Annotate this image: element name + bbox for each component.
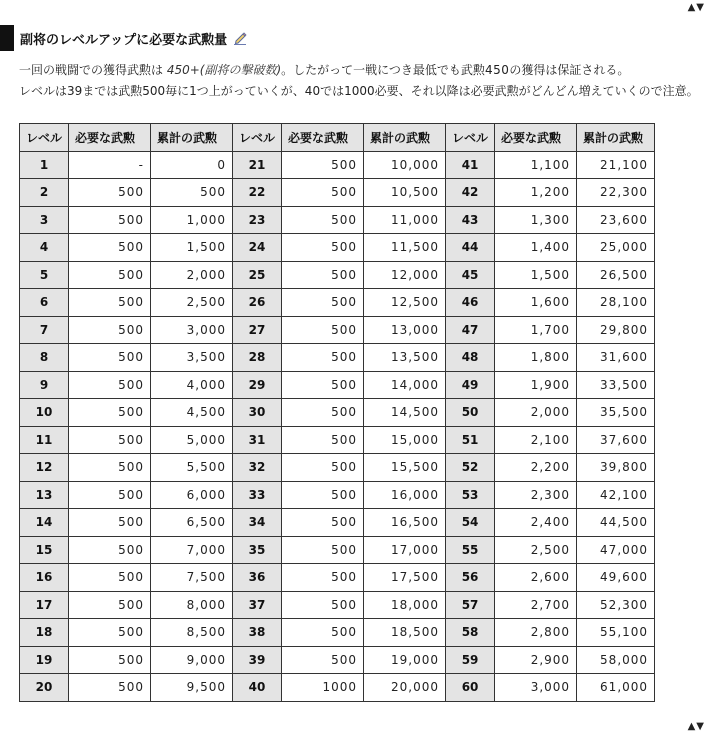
required-cell: 2,800 — [495, 619, 577, 647]
col-header-level-1: レベル — [20, 124, 69, 152]
required-cell: 1,300 — [495, 206, 577, 234]
required-cell: 500 — [69, 591, 151, 619]
cumulative-cell: 21,100 — [577, 151, 655, 179]
cumulative-cell: 9,500 — [151, 674, 233, 702]
level-cell: 3 — [20, 206, 69, 234]
level-cell: 33 — [233, 481, 282, 509]
intro-text — [19, 60, 709, 102]
required-cell: 1000 — [282, 674, 364, 702]
cumulative-cell: 10,000 — [364, 151, 446, 179]
level-cell: 19 — [20, 646, 69, 674]
cumulative-cell: 15,000 — [364, 426, 446, 454]
required-cell: 500 — [69, 674, 151, 702]
cumulative-cell: 6,000 — [151, 481, 233, 509]
section-heading — [0, 25, 300, 51]
cumulative-cell: 20,000 — [364, 674, 446, 702]
cumulative-cell: 3,000 — [151, 316, 233, 344]
required-cell: 2,600 — [495, 564, 577, 592]
cumulative-cell: 14,500 — [364, 399, 446, 427]
cumulative-cell: 16,500 — [364, 509, 446, 537]
col-header-cumulative-1: 累計の武勲 — [151, 124, 233, 152]
level-cell: 30 — [233, 399, 282, 427]
table-row — [20, 564, 655, 592]
cumulative-cell: 4,500 — [151, 399, 233, 427]
level-cell: 20 — [20, 674, 69, 702]
cumulative-cell: 500 — [151, 179, 233, 207]
required-cell: 500 — [69, 564, 151, 592]
required-cell: 500 — [282, 399, 364, 427]
level-cell: 45 — [446, 261, 495, 289]
required-cell: 1,200 — [495, 179, 577, 207]
required-cell: 500 — [69, 426, 151, 454]
cumulative-cell: 33,500 — [577, 371, 655, 399]
required-cell: 500 — [69, 344, 151, 372]
cumulative-cell: 13,500 — [364, 344, 446, 372]
table-header-row — [20, 124, 655, 152]
level-cell: 6 — [20, 289, 69, 317]
required-cell: 500 — [69, 509, 151, 537]
table-row — [20, 206, 655, 234]
level-cell: 39 — [233, 646, 282, 674]
cumulative-cell: 39,800 — [577, 454, 655, 482]
required-cell: 500 — [69, 454, 151, 482]
level-table — [19, 123, 655, 702]
required-cell: 500 — [69, 536, 151, 564]
cumulative-cell: 61,000 — [577, 674, 655, 702]
required-cell: 500 — [282, 454, 364, 482]
required-cell: 2,400 — [495, 509, 577, 537]
required-cell: 1,500 — [495, 261, 577, 289]
level-cell: 34 — [233, 509, 282, 537]
level-cell: 10 — [20, 399, 69, 427]
cumulative-cell: 23,600 — [577, 206, 655, 234]
level-cell: 38 — [233, 619, 282, 647]
level-cell: 37 — [233, 591, 282, 619]
required-cell: 500 — [282, 151, 364, 179]
required-cell: 500 — [282, 371, 364, 399]
col-header-level-3: レベル — [446, 124, 495, 152]
cumulative-cell: 31,600 — [577, 344, 655, 372]
required-cell: 2,000 — [495, 399, 577, 427]
level-cell: 31 — [233, 426, 282, 454]
level-cell: 15 — [20, 536, 69, 564]
required-cell: 500 — [69, 234, 151, 262]
level-cell: 22 — [233, 179, 282, 207]
required-cell: 2,200 — [495, 454, 577, 482]
table-row — [20, 289, 655, 317]
level-cell: 41 — [446, 151, 495, 179]
cumulative-cell: 5,000 — [151, 426, 233, 454]
level-cell: 21 — [233, 151, 282, 179]
level-cell: 23 — [233, 206, 282, 234]
intro-text-c: の獲得は保証される。 — [509, 63, 630, 77]
cumulative-cell: 8,000 — [151, 591, 233, 619]
level-cell: 2 — [20, 179, 69, 207]
level-cell: 36 — [233, 564, 282, 592]
level-cell: 52 — [446, 454, 495, 482]
col-header-cumulative-3: 累計の武勲 — [577, 124, 655, 152]
required-cell: 500 — [282, 481, 364, 509]
cumulative-cell: 13,000 — [364, 316, 446, 344]
required-cell: 500 — [282, 261, 364, 289]
cumulative-cell: 42,100 — [577, 481, 655, 509]
level-cell: 50 — [446, 399, 495, 427]
level-cell: 24 — [233, 234, 282, 262]
cumulative-cell: 49,600 — [577, 564, 655, 592]
level-cell: 32 — [233, 454, 282, 482]
col-header-required-3: 必要な武勲 — [495, 124, 577, 152]
cumulative-cell: 5,500 — [151, 454, 233, 482]
cumulative-cell: 52,300 — [577, 591, 655, 619]
section-title: 副将のレベルアップに必要な武勲量 — [20, 32, 228, 48]
level-cell: 14 — [20, 509, 69, 537]
level-cell: 13 — [20, 481, 69, 509]
required-cell: 500 — [69, 371, 151, 399]
cumulative-cell: 8,500 — [151, 619, 233, 647]
cumulative-cell: 2,500 — [151, 289, 233, 317]
required-cell: 500 — [282, 564, 364, 592]
level-cell: 25 — [233, 261, 282, 289]
pencil-edit-icon[interactable] — [233, 31, 247, 45]
required-cell: 500 — [282, 234, 364, 262]
required-cell: 2,900 — [495, 646, 577, 674]
required-cell: 500 — [282, 316, 364, 344]
table-row — [20, 399, 655, 427]
cumulative-cell: 29,800 — [577, 316, 655, 344]
col-header-cumulative-2: 累計の武勲 — [364, 124, 446, 152]
level-cell: 28 — [233, 344, 282, 372]
required-cell: 500 — [282, 646, 364, 674]
cumulative-cell: 7,500 — [151, 564, 233, 592]
table-row — [20, 426, 655, 454]
cumulative-cell: 6,500 — [151, 509, 233, 537]
cumulative-cell: 26,500 — [577, 261, 655, 289]
required-cell: 500 — [69, 316, 151, 344]
cumulative-cell: 16,000 — [364, 481, 446, 509]
required-cell: 500 — [282, 179, 364, 207]
table-row — [20, 674, 655, 702]
required-cell: 2,500 — [495, 536, 577, 564]
level-cell: 5 — [20, 261, 69, 289]
cumulative-cell: 19,000 — [364, 646, 446, 674]
required-cell: 500 — [69, 646, 151, 674]
intro-formula: 450+(副将の撃破数) — [166, 63, 282, 77]
required-cell: 500 — [69, 399, 151, 427]
level-cell: 40 — [233, 674, 282, 702]
level-cell: 58 — [446, 619, 495, 647]
required-cell: 500 — [69, 261, 151, 289]
required-cell: 500 — [69, 289, 151, 317]
cumulative-cell: 1,000 — [151, 206, 233, 234]
required-cell: 500 — [282, 536, 364, 564]
cumulative-cell: 4,000 — [151, 371, 233, 399]
table-row — [20, 234, 655, 262]
heading-bar — [0, 25, 14, 51]
level-cell: 11 — [20, 426, 69, 454]
required-cell: 1,100 — [495, 151, 577, 179]
intro-text-a: 一回の戦闘での獲得武勲は — [19, 63, 164, 77]
table-row — [20, 179, 655, 207]
page-nav-arrows[interactable]: ▲▼ — [687, 2, 705, 13]
required-cell: 500 — [282, 206, 364, 234]
table-row — [20, 509, 655, 537]
level-cell: 26 — [233, 289, 282, 317]
required-cell: 1,800 — [495, 344, 577, 372]
cumulative-cell: 25,000 — [577, 234, 655, 262]
level-cell: 54 — [446, 509, 495, 537]
cumulative-cell: 10,500 — [364, 179, 446, 207]
level-cell: 49 — [446, 371, 495, 399]
cumulative-cell: 15,500 — [364, 454, 446, 482]
required-cell: 500 — [282, 289, 364, 317]
cumulative-cell: 14,000 — [364, 371, 446, 399]
required-cell: 500 — [282, 344, 364, 372]
intro-min-value: 450 — [484, 63, 510, 77]
cumulative-cell: 9,000 — [151, 646, 233, 674]
table-row — [20, 619, 655, 647]
page-nav-arrows-bottom[interactable]: ▲▼ — [687, 721, 705, 732]
table-row — [20, 316, 655, 344]
level-cell: 9 — [20, 371, 69, 399]
level-cell: 47 — [446, 316, 495, 344]
level-cell: 4 — [20, 234, 69, 262]
cumulative-cell: 28,100 — [577, 289, 655, 317]
level-cell: 53 — [446, 481, 495, 509]
cumulative-cell: 3,500 — [151, 344, 233, 372]
required-cell: 500 — [69, 619, 151, 647]
cumulative-cell: 2,000 — [151, 261, 233, 289]
table-row — [20, 481, 655, 509]
cumulative-cell: 18,500 — [364, 619, 446, 647]
level-cell: 48 — [446, 344, 495, 372]
level-cell: 18 — [20, 619, 69, 647]
intro-text-b: 。したがって一戦につき最低でも武勲 — [281, 63, 485, 77]
required-cell: 2,300 — [495, 481, 577, 509]
required-cell: 1,700 — [495, 316, 577, 344]
required-cell: 3,000 — [495, 674, 577, 702]
table-row — [20, 454, 655, 482]
table-row — [20, 151, 655, 179]
required-cell: 500 — [282, 426, 364, 454]
table-row — [20, 536, 655, 564]
level-cell: 51 — [446, 426, 495, 454]
cumulative-cell: 17,500 — [364, 564, 446, 592]
cumulative-cell: 55,100 — [577, 619, 655, 647]
level-cell: 55 — [446, 536, 495, 564]
level-cell: 17 — [20, 591, 69, 619]
level-cell: 12 — [20, 454, 69, 482]
level-cell: 35 — [233, 536, 282, 564]
level-cell: 27 — [233, 316, 282, 344]
level-cell: 59 — [446, 646, 495, 674]
cumulative-cell: 37,600 — [577, 426, 655, 454]
cumulative-cell: 7,000 — [151, 536, 233, 564]
cumulative-cell: 58,000 — [577, 646, 655, 674]
required-cell: 500 — [282, 591, 364, 619]
col-header-required-2: 必要な武勲 — [282, 124, 364, 152]
level-cell: 60 — [446, 674, 495, 702]
required-cell: 1,600 — [495, 289, 577, 317]
required-cell: - — [69, 151, 151, 179]
level-cell: 56 — [446, 564, 495, 592]
cumulative-cell: 22,300 — [577, 179, 655, 207]
level-cell: 8 — [20, 344, 69, 372]
level-cell: 7 — [20, 316, 69, 344]
required-cell: 500 — [69, 179, 151, 207]
level-cell: 44 — [446, 234, 495, 262]
cumulative-cell: 35,500 — [577, 399, 655, 427]
cumulative-cell: 0 — [151, 151, 233, 179]
required-cell: 500 — [69, 206, 151, 234]
col-header-level-2: レベル — [233, 124, 282, 152]
cumulative-cell: 47,000 — [577, 536, 655, 564]
required-cell: 2,700 — [495, 591, 577, 619]
intro-line-2: レベルは39までは武勲500毎に1つ上がっていくが、40では1000必要、それ以降は必要武勲がどんどん増えていくので注意。 — [19, 84, 699, 98]
table-row — [20, 261, 655, 289]
level-cell: 1 — [20, 151, 69, 179]
table-row — [20, 646, 655, 674]
required-cell: 1,400 — [495, 234, 577, 262]
table-row — [20, 371, 655, 399]
table-row — [20, 344, 655, 372]
table-row — [20, 591, 655, 619]
intro-line-1 — [19, 60, 709, 81]
level-cell: 16 — [20, 564, 69, 592]
cumulative-cell: 17,000 — [364, 536, 446, 564]
cumulative-cell: 12,500 — [364, 289, 446, 317]
level-cell: 57 — [446, 591, 495, 619]
required-cell: 2,100 — [495, 426, 577, 454]
cumulative-cell: 11,500 — [364, 234, 446, 262]
level-cell: 42 — [446, 179, 495, 207]
col-header-required-1: 必要な武勲 — [69, 124, 151, 152]
level-cell: 43 — [446, 206, 495, 234]
required-cell: 1,900 — [495, 371, 577, 399]
required-cell: 500 — [282, 619, 364, 647]
required-cell: 500 — [69, 481, 151, 509]
required-cell: 500 — [282, 509, 364, 537]
cumulative-cell: 11,000 — [364, 206, 446, 234]
cumulative-cell: 12,000 — [364, 261, 446, 289]
cumulative-cell: 1,500 — [151, 234, 233, 262]
level-cell: 29 — [233, 371, 282, 399]
level-cell: 46 — [446, 289, 495, 317]
cumulative-cell: 18,000 — [364, 591, 446, 619]
cumulative-cell: 44,500 — [577, 509, 655, 537]
